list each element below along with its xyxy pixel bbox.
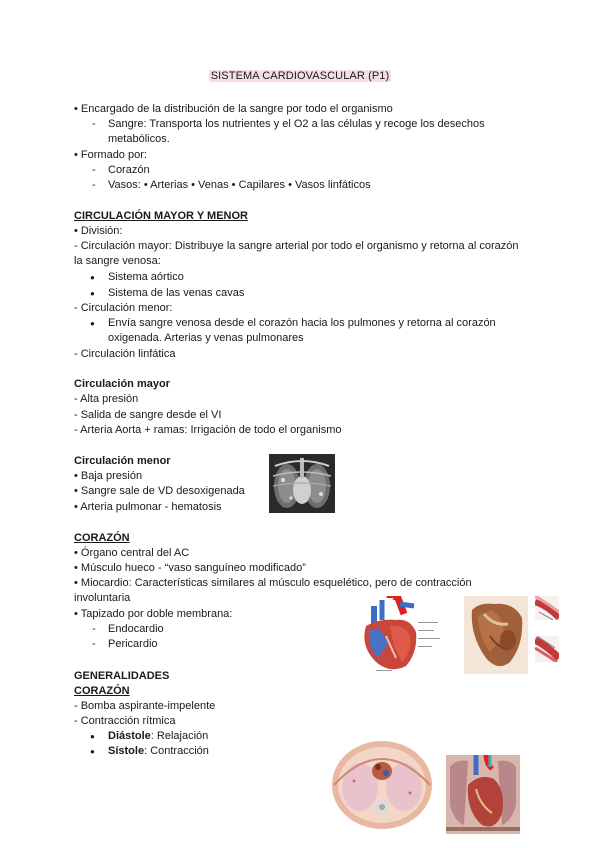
circ-bullet-2: Sistema de las venas cavas xyxy=(108,287,245,299)
heart-photo-image xyxy=(464,596,528,674)
corazon-sub-2: Pericardio xyxy=(108,638,158,650)
mayor-line-2: - Salida de sangre desde el VI xyxy=(74,409,222,421)
sistole-term: Sístole xyxy=(108,745,145,757)
corazon-line-2: • Músculo hueco - “vaso sanguíneo modificado” xyxy=(74,562,306,574)
intro-line-1: • Encargado de la distribución de la sangre por todo el organismo xyxy=(74,103,393,115)
corazon-sub-1: Endocardio xyxy=(108,623,164,635)
dash-marker: - xyxy=(92,623,96,635)
bullet-marker: ● xyxy=(90,747,95,756)
heart-diagram-image xyxy=(356,596,446,676)
menor-line-1: • Baja presión xyxy=(74,470,143,482)
circ-division: • División: xyxy=(74,225,123,237)
section-heading-corazon-2: CORAZÓN xyxy=(74,685,130,697)
mayor-line-1: - Alta presión xyxy=(74,393,139,405)
bullet-marker: ● xyxy=(90,319,95,328)
intro-sub-1b: metabólicos. xyxy=(108,133,170,145)
chest-xray-image xyxy=(269,454,335,513)
corazon-line-3a: • Miocardio: Características similares al músculo esquelético, pero de contracción xyxy=(74,577,472,589)
intro-sub-1a: Sangre: Transporta los nutrientes y el O2 a las células y recoge los desechos xyxy=(108,118,485,130)
section-heading-menor: Circulación menor xyxy=(74,455,171,467)
circ-bullet-1: Sistema aórtico xyxy=(108,271,184,283)
page-title: SISTEMA CARDIOVASCULAR (P1) xyxy=(210,70,390,82)
thorax-anterior-view-image xyxy=(446,755,520,834)
section-heading-circulacion: CIRCULACIÓN MAYOR Y MENOR xyxy=(74,210,248,222)
circ-bullet-3a: Envía sangre venosa desde el corazón hacia los pulmones y retorna al corazón xyxy=(108,317,496,329)
mayor-line-3: - Arteria Aorta + ramas: Irrigación de todo el organismo xyxy=(74,424,342,436)
circ-mayor-1: - Circulación mayor: Distribuye la sangre arterial por todo el organismo y retorna al corazón xyxy=(74,240,519,252)
sistole-def: : Contracción xyxy=(144,745,209,757)
thorax-cross-section-image xyxy=(330,737,434,832)
tissue-layer-image-top xyxy=(535,596,559,620)
corazon-line-4: • Tapizado por doble membrana: xyxy=(74,608,233,620)
diastole-term: Diástole xyxy=(108,730,151,742)
bullet-marker: ● xyxy=(90,273,95,282)
diastole-def: : Relajación xyxy=(150,730,209,742)
section-heading-mayor: Circulación mayor xyxy=(74,378,170,390)
intro-line-2: • Formado por: xyxy=(74,149,147,161)
corazon-line-3b: involuntaria xyxy=(74,592,131,604)
bullet-marker: ● xyxy=(90,732,95,741)
gen-sistole xyxy=(108,744,209,759)
gen-line-2: - Contracción rítmica xyxy=(74,715,176,727)
circ-menor: - Circulación menor: xyxy=(74,302,173,314)
intro-sub-2a: Corazón xyxy=(108,164,150,176)
dash-marker: - xyxy=(92,164,96,176)
intro-sub-2b: Vasos: • Arterias • Venas • Capilares • Vasos linfáticos xyxy=(108,179,371,191)
menor-line-3: • Arteria pulmonar - hematosis xyxy=(74,501,222,513)
corazon-line-1: • Órgano central del AC xyxy=(74,547,190,559)
tissue-layer-image-bottom xyxy=(535,636,559,662)
dash-marker: - xyxy=(92,118,96,130)
dash-marker: - xyxy=(92,179,96,191)
circ-mayor-2: la sangre venosa: xyxy=(74,255,161,267)
section-heading-corazon: CORAZÓN xyxy=(74,532,130,544)
gen-diastole xyxy=(108,729,208,744)
circ-linfatica: - Circulación linfática xyxy=(74,348,176,360)
circ-bullet-3b: oxigenada. Arterias y venas pulmonares xyxy=(108,332,304,344)
bullet-marker: ● xyxy=(90,289,95,298)
section-heading-generalidades: GENERALIDADES xyxy=(74,670,170,682)
dash-marker: - xyxy=(92,638,96,650)
gen-line-1: - Bomba aspirante-impelente xyxy=(74,700,216,712)
menor-line-2: • Sangre sale de VD desoxigenada xyxy=(74,485,245,497)
